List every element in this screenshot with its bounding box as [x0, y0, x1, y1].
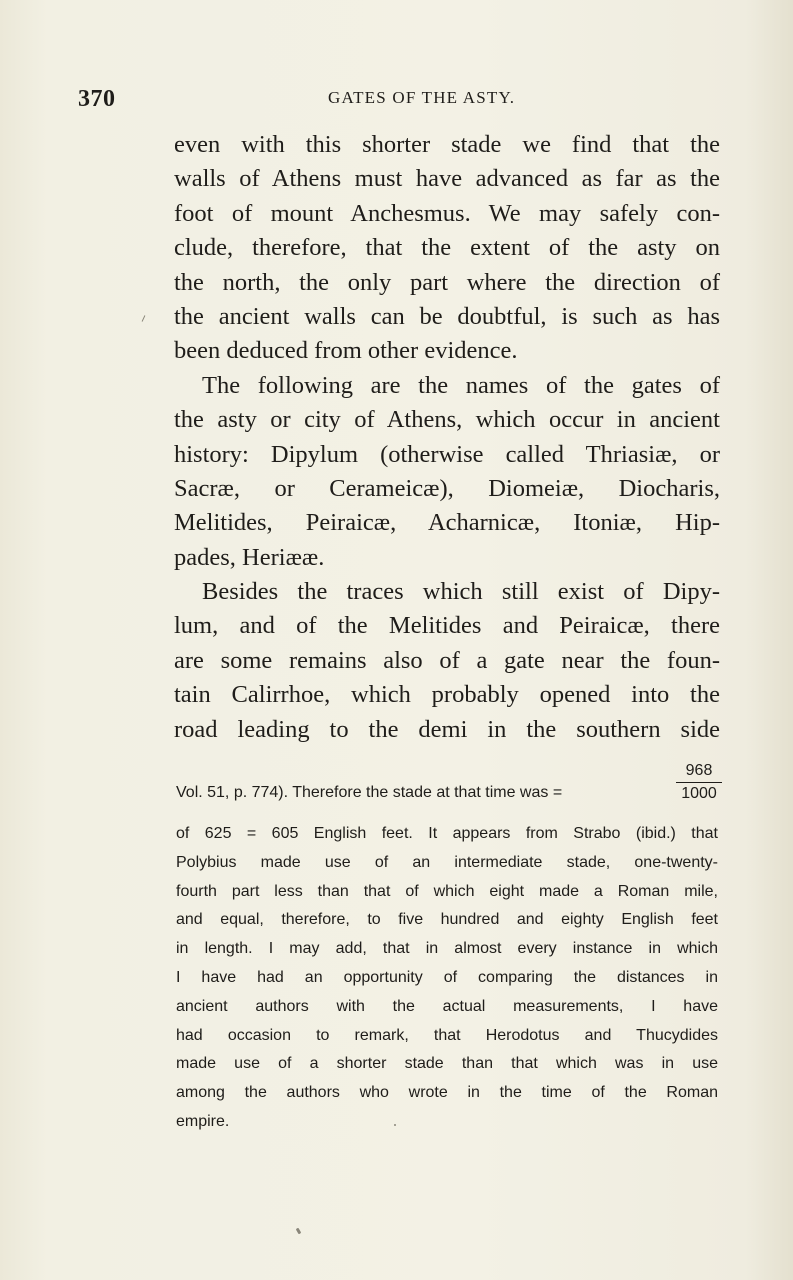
body-line: pades, Heriææ.: [174, 543, 325, 571]
footnote-first-line: [176, 762, 718, 820]
body-line: foot of mount Anchesmus. We may safely con-: [174, 199, 720, 227]
body-text: [174, 128, 720, 747]
body-line: the north, the only part where the direction of: [174, 268, 720, 296]
fraction-denominator: 1000: [681, 785, 717, 802]
footnote-line: Polybius made use of an intermediate stade, one-twenty-: [176, 853, 718, 871]
body-line: history: Dipylum (otherwise called Thriasiæ, or: [174, 440, 720, 468]
body-line: are some remains also of a gate near the foun-: [174, 646, 720, 674]
body-line: tain Calirrhoe, which probably opened into the: [174, 681, 720, 709]
footnote-line: and equal, therefore, to five hundred and eighty English feet: [176, 911, 718, 929]
page-number: 370: [78, 86, 116, 112]
footnote-line: ancient authors with the actual measurements, I have: [176, 997, 718, 1015]
body-line: road leading to the demi in the southern side: [174, 715, 720, 743]
body-line: Sacræ, or Cerameicæ), Diomeiæ, Diocharis,: [174, 474, 720, 502]
body-line: Melitides, Peiraicæ, Acharnicæ, Itoniæ, Hip-: [174, 509, 720, 537]
footnote-line: I have had an opportunity of comparing the distances in: [176, 968, 718, 986]
body-line: clude, therefore, that the extent of the asty on: [174, 234, 720, 262]
footnote-line: in length. I may add, that in almost every instance in which: [176, 940, 718, 958]
footnote-line: Vol. 51, p. 774). Therefore the stade at that time was =: [176, 784, 563, 801]
body-line: the asty or city of Athens, which occur in ancient: [174, 406, 720, 434]
paper-speck: [394, 1124, 396, 1126]
footnote-line: fourth part less than that of which eight made a Roman mile,: [176, 882, 718, 900]
fraction: [676, 762, 722, 803]
running-head: GATES OF THE ASTY.: [328, 88, 516, 107]
body-line: lum, and of the Melitides and Peiraicæ, there: [174, 612, 720, 640]
paper-speck: [142, 315, 146, 322]
footnote-line: had occasion to remark, that Herodotus and Thucydides: [176, 1026, 718, 1044]
page-header: [78, 86, 718, 116]
paragraph-start-line: Besides the traces which still exist of Dipy-: [202, 578, 720, 606]
body-line: the ancient walls can be doubtful, is such as has: [174, 302, 720, 330]
footnote-block: [176, 762, 718, 1137]
paper-speck: [296, 1228, 302, 1235]
body-line: even with this shorter stade we find that the: [174, 131, 720, 158]
footnote-line: empire.: [176, 1112, 230, 1130]
footnote-line: made use of a shorter stade than that which was in use: [176, 1055, 718, 1073]
body-line: been deduced from other evidence.: [174, 337, 518, 365]
body-line: walls of Athens must have advanced as far as the: [174, 165, 720, 193]
paragraph-start-line: The following are the names of the gates of: [202, 371, 720, 399]
fraction-numerator: 968: [676, 762, 722, 783]
footnote-line: among the authors who wrote in the time of the Roman: [176, 1084, 718, 1102]
footnote-line: of 625 = 605 English feet. It appears from Strabo (ibid.) that: [176, 825, 718, 842]
